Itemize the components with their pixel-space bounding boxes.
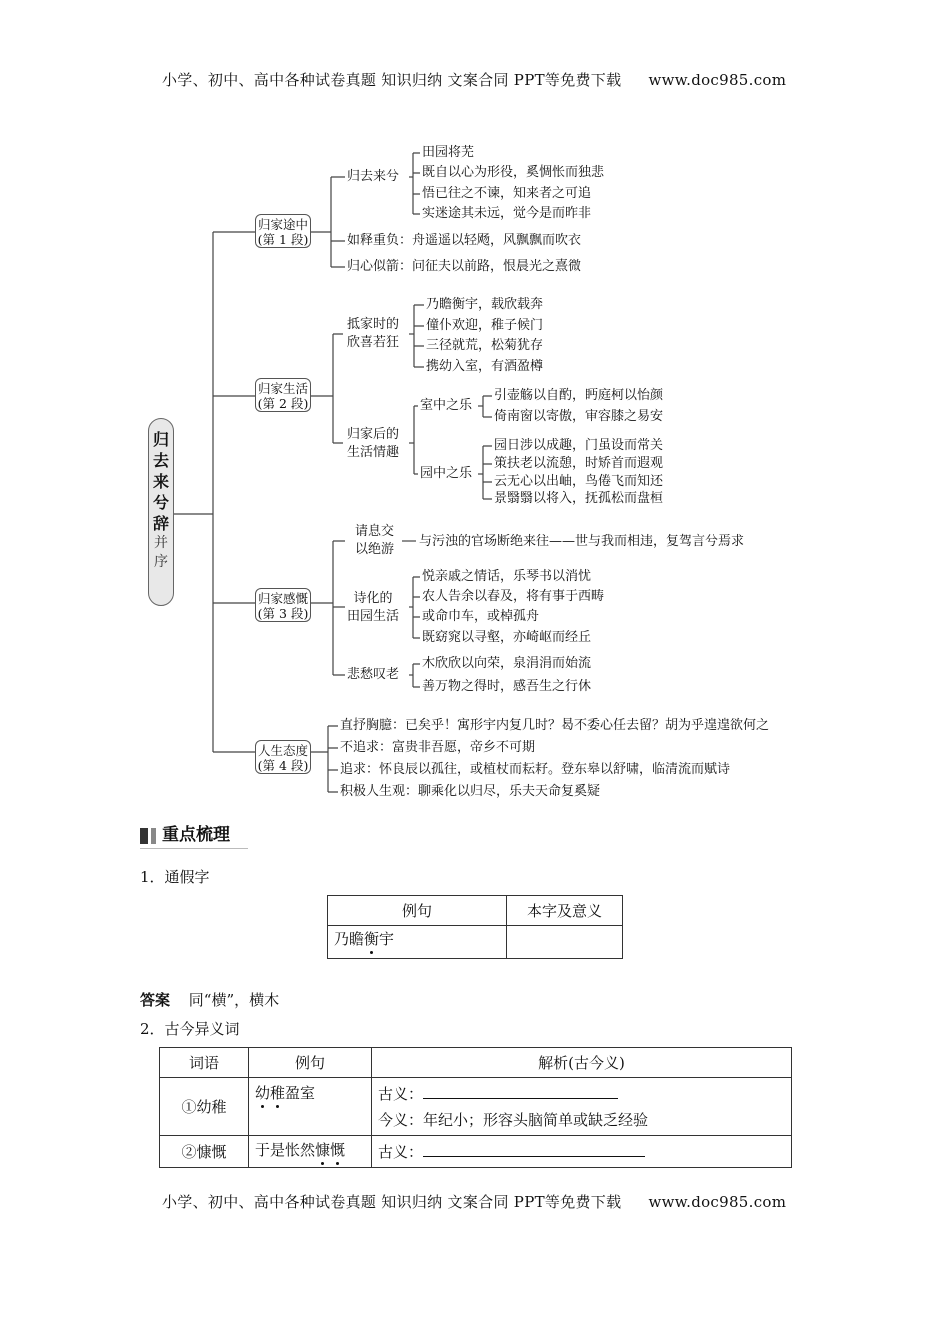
b1-item: 田园将芜 (422, 145, 475, 160)
branch-2-box (255, 378, 311, 412)
branch-4-para: (第 4 段) (257, 758, 309, 773)
q2-word-cell: ②慷慨 (160, 1136, 249, 1168)
branch-1-box (255, 214, 311, 248)
b2-sub1-label-line: 抵家时的 (347, 317, 400, 332)
b2-item: 携幼入室，有酒盈樽 (426, 359, 544, 374)
b4-item: 不追求：富贵非吾愿，帝乡不可期 (340, 740, 536, 755)
b3-item: 悦亲戚之情话，乐琴书以消忧 (422, 569, 592, 584)
b2-room-label: 室中之乐 (420, 398, 473, 413)
branch-3-label: 归家感慨 (257, 591, 308, 606)
q2-example-dotted: 稚 (270, 1084, 286, 1102)
b3-sub2-label-line: 田园生活 (347, 609, 400, 624)
section-heading (140, 824, 248, 849)
q2-gu-label: 古义： (378, 1085, 424, 1103)
mindmap-root (148, 418, 174, 606)
b1-item: 既自以心为形役，奚惆怅而独悲 (422, 165, 605, 180)
q2-example-dotted: 慨 (330, 1141, 346, 1159)
q2-header-cell: 词语 (160, 1048, 249, 1078)
b2-garden-item: 云无心以出岫，鸟倦飞而知还 (494, 474, 664, 489)
q2-gu-label: 古义： (378, 1143, 424, 1161)
q2-example-cell (249, 1136, 372, 1168)
q2-analysis-cell (372, 1078, 792, 1136)
branch-4-label: 人生态度 (257, 743, 308, 758)
q2-example-cell (249, 1078, 372, 1136)
section-title: 重点梳理 (162, 825, 230, 845)
b3-sub2-label-line: 诗化的 (353, 591, 393, 606)
header-site[interactable]: www.doc985.com (648, 71, 787, 89)
q1-example-text: 宇 (379, 930, 395, 948)
root-char: 来 (152, 472, 169, 491)
branch-2-para: (第 2 段) (257, 396, 309, 411)
b1-item: 实迷途其未远，觉今是而昨非 (422, 206, 592, 221)
q2-table (159, 1047, 792, 1168)
b3-sub1-label (355, 524, 394, 558)
section-bar-icon (140, 828, 148, 844)
page-footer (162, 1191, 786, 1212)
q2-example-text: 于是怅然 (255, 1141, 316, 1159)
b2-room-item: 倚南窗以寄傲，审容膝之易安 (494, 409, 664, 424)
b2-garden-item: 园日涉以成趣，门虽设而常关 (494, 438, 664, 453)
b2-sub2-label-line: 生活情趣 (347, 445, 400, 460)
q2-word-cell: ①幼稚 (160, 1078, 249, 1136)
b3-sub1-label-line: 请息交 (355, 524, 395, 539)
b2-sub1-label-line: 欣喜若狂 (347, 335, 400, 350)
b1-leaf: 如释重负：舟遥遥以轻飏，风飘飘而吹衣 (347, 233, 582, 248)
b2-garden-item: 策扶老以流憩，时矫首而遐观 (494, 456, 664, 471)
b3-sub3-label: 悲愁叹老 (347, 667, 400, 682)
b2-room-item: 引壶觞以自酌，眄庭柯以怡颜 (494, 388, 664, 403)
root-sub-char: 并 (154, 535, 168, 551)
b2-sub2-label-line: 归家后的 (347, 427, 400, 442)
root-char: 归 (152, 430, 169, 449)
header-text: 小学、初中、高中各种试卷真题 知识归纳 文案合同 PPT等免费下载 (162, 71, 622, 89)
b2-sub1-label (347, 317, 399, 351)
branch-4-box (255, 740, 311, 774)
q2-example-dotted: 慷 (315, 1141, 331, 1159)
b3-sub3-item: 木欣欣以向荣，泉涓涓而始流 (422, 656, 592, 671)
answer-label: 答案 (140, 991, 171, 1009)
b4-item: 直抒胸臆：已矣乎！寓形宇内复几时？曷不委心任去留？胡为乎遑遑欲何之 (340, 718, 770, 733)
q2-gu-blank[interactable] (423, 1142, 645, 1157)
footer-site[interactable]: www.doc985.com (648, 1193, 787, 1211)
q1-example-text: 乃瞻 (334, 930, 365, 948)
b3-item: 或命巾车，或棹孤舟 (422, 609, 540, 624)
b2-sub2-label (347, 427, 399, 461)
q2-jin-text: 今义：年纪小；形容头脑简单或缺乏经验 (378, 1111, 649, 1129)
q1-header-cell: 本字及意义 (507, 896, 623, 926)
q2-gu-blank[interactable] (423, 1084, 618, 1099)
q1-table (327, 895, 623, 959)
q1-example-dotted: 衡 (364, 930, 380, 948)
q1-answer-cell[interactable] (507, 926, 623, 959)
root-char: 去 (152, 451, 169, 470)
branch-1-label: 归家途中 (257, 217, 308, 232)
b1-leaf: 归心似箭：问征夫以前路，恨晨光之熹微 (347, 259, 582, 274)
q2-title: 2．古今异义词 (140, 1020, 240, 1038)
b3-sub1-text: 与污浊的官场断绝来往——世与我而相违，复驾言兮焉求 (419, 534, 745, 549)
q2-header-cell: 解析(古今义) (372, 1048, 792, 1078)
answer-text: 同“横”，横木 (188, 991, 280, 1009)
q2-example-text: 盈室 (285, 1084, 316, 1102)
branch-1-para: (第 1 段) (257, 232, 309, 247)
branch-3-para: (第 3 段) (257, 606, 309, 621)
q1-title: 1．通假字 (140, 868, 210, 886)
footer-text: 小学、初中、高中各种试卷真题 知识归纳 文案合同 PPT等免费下载 (162, 1193, 622, 1211)
root-sub-char: 序 (154, 554, 168, 570)
q1-example-cell (328, 926, 507, 959)
b2-garden-label: 园中之乐 (420, 466, 473, 481)
b2-item: 乃瞻衡宇，载欣载奔 (426, 297, 544, 312)
q1-answer (140, 989, 279, 1010)
branch-2-label: 归家生活 (257, 381, 308, 396)
b2-item: 僮仆欢迎，稚子候门 (426, 318, 544, 333)
b3-sub2-label (347, 591, 399, 625)
b4-item: 积极人生观：聊乘化以归尽，乐夫天命复奚疑 (340, 784, 601, 799)
q2-header-cell: 例句 (249, 1048, 372, 1078)
b1-item: 悟已往之不谏，知来者之可追 (422, 186, 592, 201)
root-char: 辞 (152, 514, 169, 533)
b3-sub1-label-line: 以绝游 (355, 542, 395, 557)
q1-header-cell: 例句 (328, 896, 507, 926)
q2-analysis-cell (372, 1136, 792, 1168)
branch-3-box (255, 588, 311, 622)
b1-sub1-label: 归去来兮 (347, 169, 400, 184)
b4-item: 追求：怀良辰以孤往，或植杖而耘耔。登东皋以舒啸，临清流而赋诗 (340, 762, 731, 777)
section-bar-icon (151, 828, 156, 844)
q2-example-dotted: 幼 (255, 1084, 271, 1102)
b2-item: 三径就荒，松菊犹存 (426, 338, 544, 353)
b3-sub3-item: 善万物之得时，感吾生之行休 (422, 679, 592, 694)
b2-garden-item: 景翳翳以将入，抚孤松而盘桓 (494, 491, 664, 506)
b3-item: 农人告余以春及，将有事于西畴 (422, 589, 605, 604)
b3-item: 既窈窕以寻壑，亦崎岖而经丘 (422, 630, 592, 645)
root-char: 兮 (152, 493, 169, 512)
